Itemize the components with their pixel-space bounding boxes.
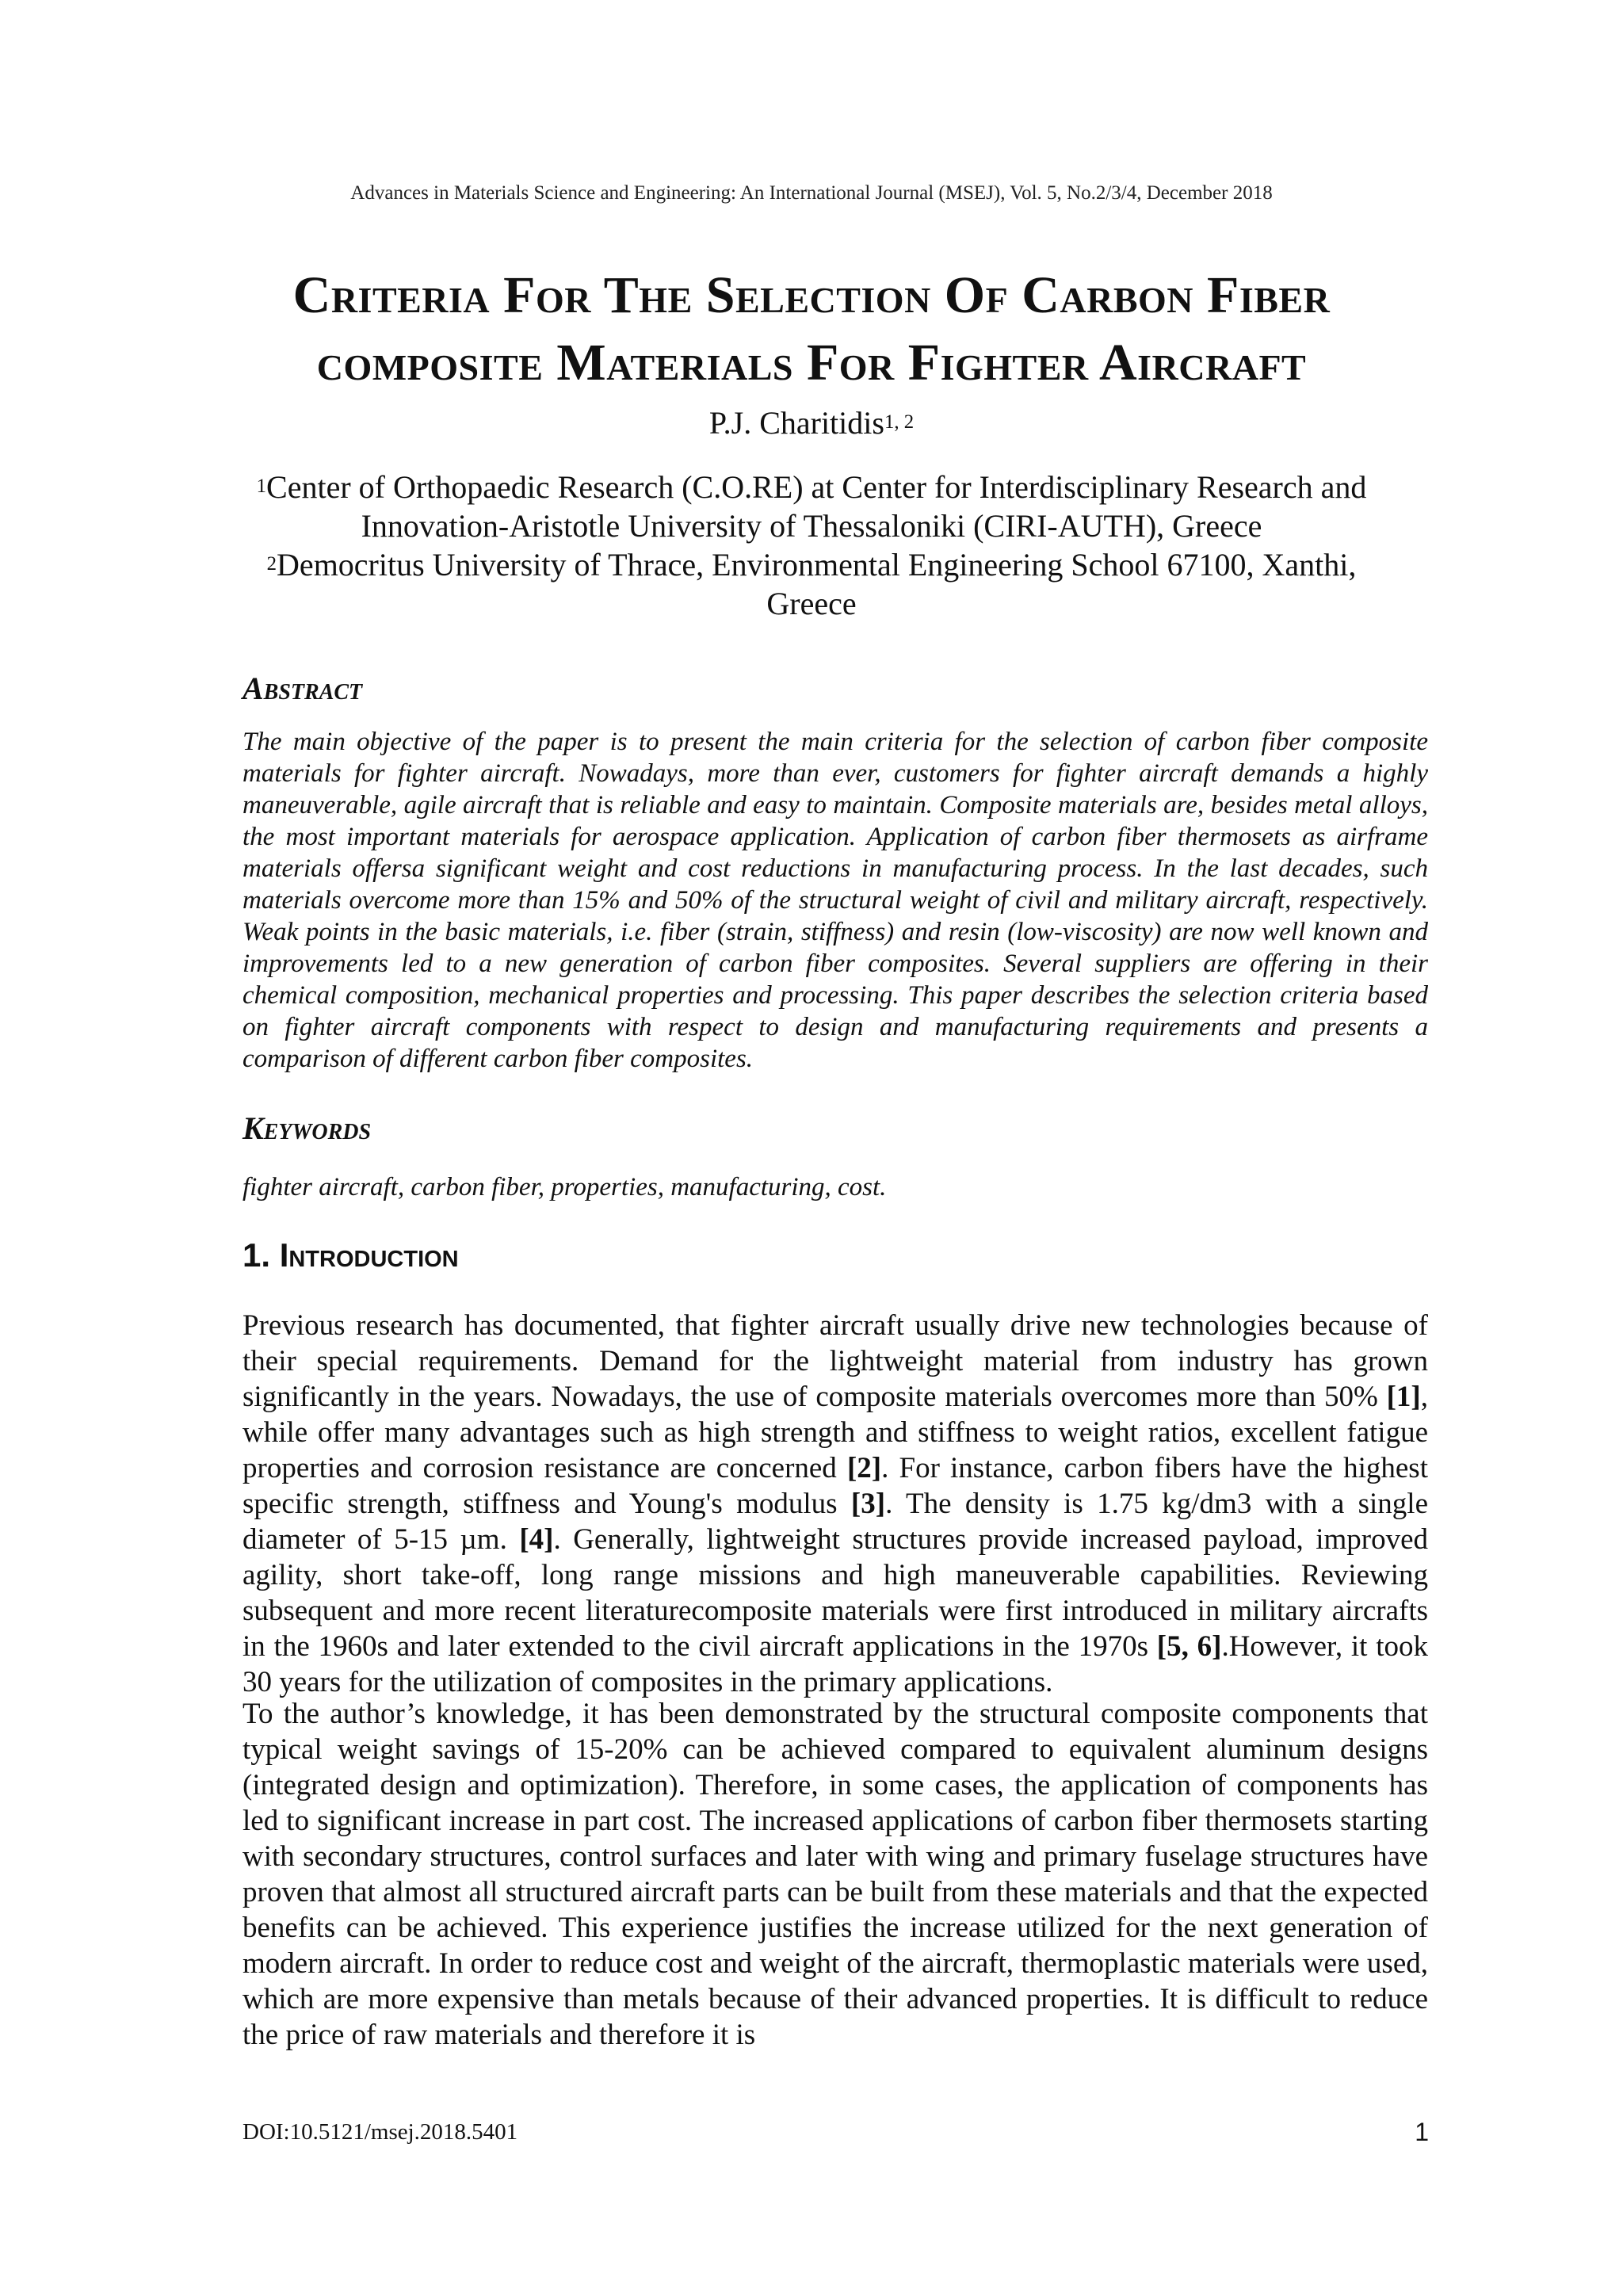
intro-p1-text-4: . The density is 1.75 kg/dm3 with a single diameter of 5-15 µm. (242, 1488, 1428, 1556)
citation-ref-4[interactable]: [4] (519, 1523, 554, 1556)
intro-p1-text-3: . For instance, carbon fibers have the highest specific strength, stiffness and Young's modulus (242, 1452, 1428, 1520)
intro-p1-text-5: . Generally, lightweight structures provide increased payload, improved agility, short take-off, long range missions and high maneuverable capabilities. Reviewing subsequent and more recent literaturecomposite materials were first introduced in military aircrafts in the 1960s and later extended to the civil aircraft applications in the 1970s (242, 1523, 1429, 1663)
author-name: P.J. Charitidis (708, 405, 884, 441)
abstract-heading: Abstract (242, 670, 363, 706)
affiliation-1-line-1: Center of Orthopaedic Research (C.O.RE) at Center for Interdisciplinary Research and (266, 469, 1367, 505)
introduction-paragraph-2: To the author’s knowledge, it has been demonstrated by the structural composite components that typical weight savings of 15-20% can be achieved compared to equivalent aluminum designs (integrated design and optimization). Therefore, in some cases, the application of components has led to significant increase in part cost. The increased applications of carbon fiber thermosets starting with secondary structures, control surfaces and later with wing and primary fuselage structures have proven that almost all structured aircraft parts can be built from these materials and that the expected benefits can be achieved. This experience justifies the increase utilized for the next generation of modern aircraft. In order to reduce cost and weight of the aircraft, thermoplastic materials were used, which are more expensive than metals because of their advanced properties. It is difficult to reduce the price of raw materials and therefore it is (242, 1698, 1428, 2051)
intro-p1-text-2: , while offer many advantages such as high strength and stiffness to weight ratios, excellent fatigue properties and corrosion resistance are concerned (242, 1381, 1428, 1484)
author-line (0, 404, 1623, 441)
doi: DOI:10.5121/msej.2018.5401 (242, 2119, 518, 2145)
citation-ref-2[interactable]: [2] (846, 1452, 882, 1484)
affiliations (238, 468, 1385, 623)
affiliation-2 (238, 545, 1385, 584)
introduction-paragraph-1 (242, 1308, 1428, 1700)
citation-ref-1[interactable]: [1] (1386, 1381, 1421, 1413)
affiliation-1-line-2: Innovation-Aristotle University of Thessaloniki (CIRI-AUTH), Greece (361, 508, 1262, 544)
intro-p1-text-6: .However, it took 30 years for the utilization of composites in the primary applications. (242, 1630, 1428, 1698)
title-line-1: Criteria For The Selection Of Carbon Fiber (292, 266, 1331, 324)
citation-ref-3[interactable]: [3] (850, 1488, 886, 1520)
citation-ref-5-6[interactable]: [5, 6] (1156, 1630, 1222, 1663)
author-affiliation-marks: 1, 2 (884, 411, 915, 433)
running-header: Advances in Materials Science and Engineering: An International Journal (MSEJ), Vol. 5, No.2/3/4, December 2018 (350, 182, 1273, 204)
page-number: 1 (1415, 2118, 1429, 2146)
title-line-2: composite Materials For Fighter Aircraft (316, 334, 1307, 392)
affiliation-1 (238, 468, 1385, 506)
paper-title (198, 262, 1425, 396)
keywords-heading: Keywords (242, 1110, 372, 1146)
affiliation-2-line-2: Greece (766, 586, 857, 621)
abstract-text: The main objective of the paper is to present the main criteria for the selection of carbon fiber composite materials for fighter aircraft. Nowadays, more than ever, customers for fighter aircraft demands a highly maneuverable, agile aircraft that is reliable and easy to maintain. Composite materials are, besides metal alloys, the most important materials for aerospace application. Application of carbon fiber thermosets as airframe materials offersa significant weight and cost reductions in manufacturing process. In the last decades, such materials overcome more than 15% and 50% of the structural weight of civil and military aircraft, respectively. Weak points in the basic materials, i.e. fiber (strain, stiffness) and resin (low-viscosity) are now well known and improvements led to a new generation of carbon fiber composites. Several suppliers are offering in their chemical composition, mechanical properties and processing. This paper describes the selection criteria based on fighter aircraft components with respect to design and manufacturing requirements and presents a comparison of different carbon fiber composites. (242, 728, 1428, 1073)
intro-p1-text-1: Previous research has documented, that fighter aircraft usually drive new technologies because of their special requirements. Demand for the lightweight material from industry has grown significantly in the years. Nowadays, the use of composite materials overcomes more than 50% (242, 1309, 1428, 1413)
keywords-text: fighter aircraft, carbon fiber, properties, manufacturing, cost. (242, 1173, 887, 1201)
affiliation-1-mark: 1 (256, 475, 267, 497)
affiliation-2-mark: 2 (266, 552, 277, 575)
affiliation-2-line-1: Democritus University of Thrace, Environmental Engineering School 67100, Xanthi, (277, 547, 1357, 583)
introduction-heading: 1. Introduction (242, 1236, 459, 1274)
